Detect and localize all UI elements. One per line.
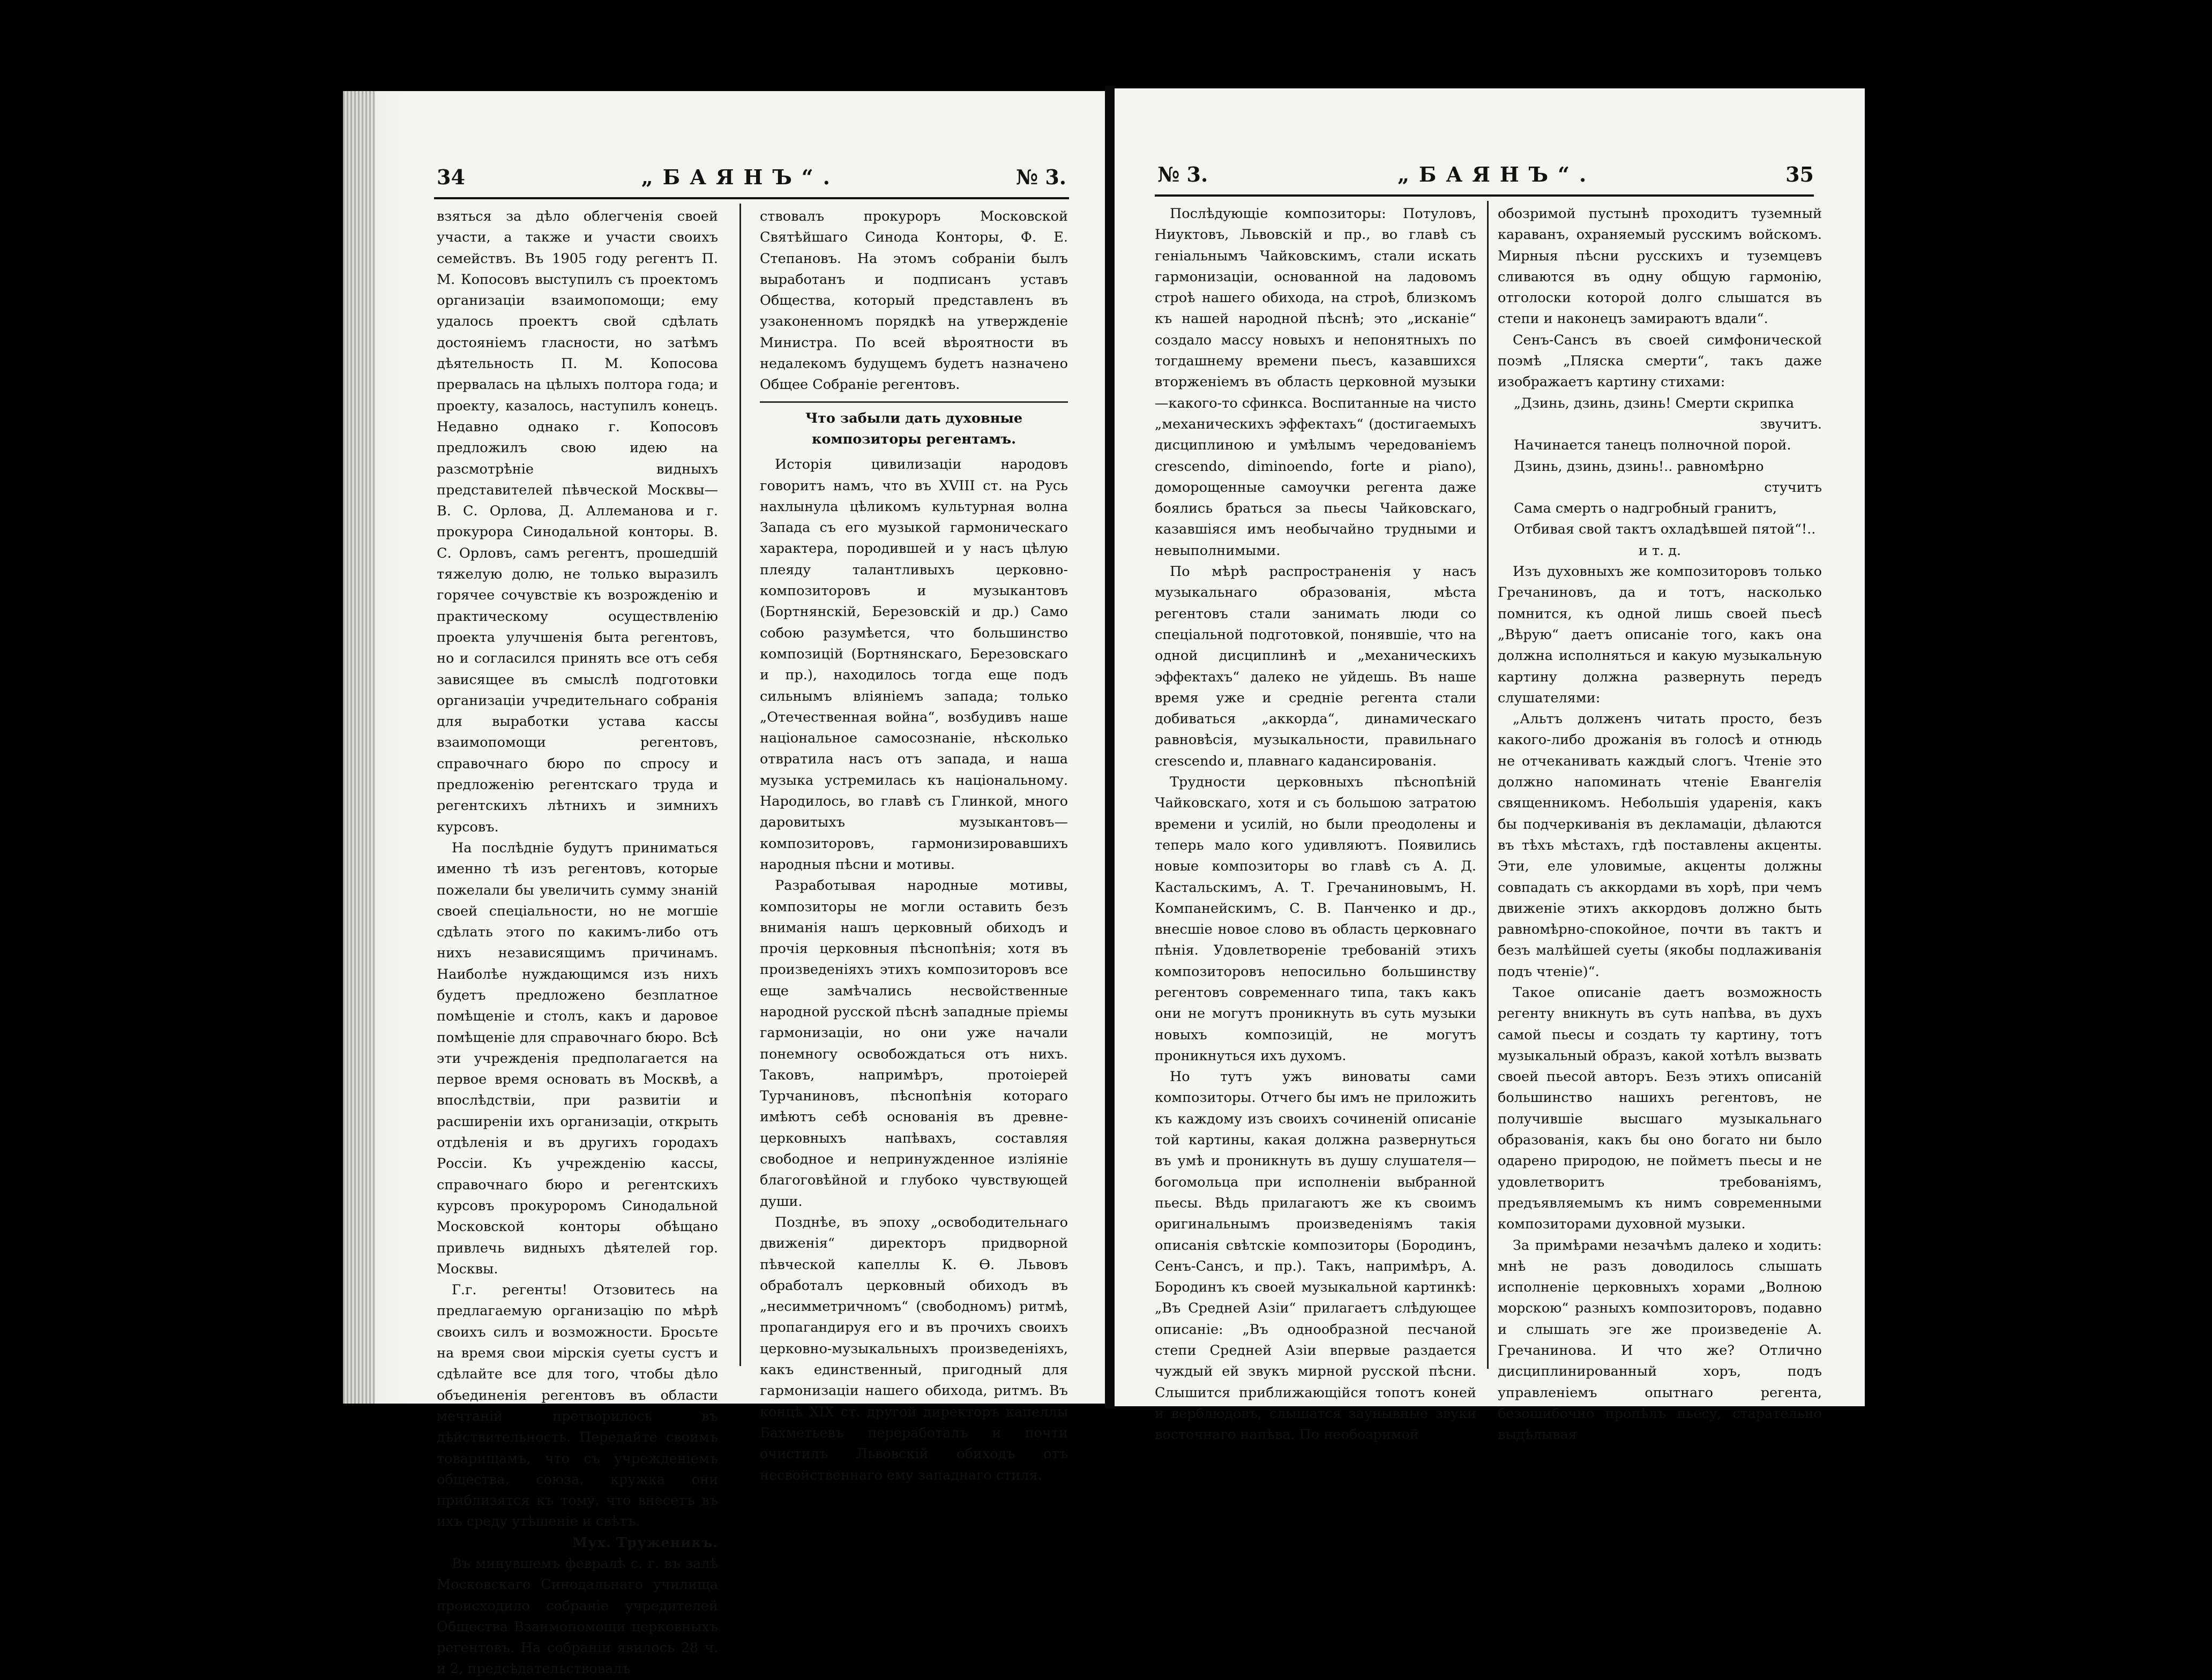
column-divider	[1487, 201, 1489, 1369]
left-column-1	[437, 206, 718, 1677]
paragraph: ствовалъ прокуроръ Московской Святѣйшаго Синода Конторы, Ф. Е. Степановъ. На этомъ собраніи былъ выработанъ и подписанъ уставъ Общества, который представленъ въ узаконенномъ порядкѣ на утвержденіе Министра. По всей вѣроятности въ недалекомъ будущемъ будетъ назначено Общее Собраніе регентовъ.	[760, 208, 1068, 393]
column-divider	[739, 204, 741, 1366]
issue-number: № 3.	[1015, 164, 1066, 189]
paragraph: обозримой пустынѣ проходитъ туземный караванъ, охраняемый русскимъ войскомъ. Мирныя пѣсни русскихъ и туземцевъ сливаются въ одну общую гармонію, отголоски которой долго слышатся въ степи и наконецъ замираютъ вдали“.	[1498, 206, 1822, 327]
verse-line: Сама смерть о надгробный гранитъ,	[1514, 500, 1777, 517]
paragraph: „Альтъ долженъ читать просто, безъ какого-либо дрожанія въ голосѣ и отнюдь не отчеканивать каждый слогъ. Чтеніе это должно напоминать чтеніе Евангелія священникомъ. Небольшія ударенія, какъ бы подчеркиванія въ декламаціи, дѣлаются въ тѣхъ мѣстахъ, гдѣ поставлены акценты. Эти, еле уловимые, акценты должны совпадать съ аккордами въ хорѣ, при чемъ движеніе этихъ аккордовъ должно быть равномѣрно-спокойное, почти въ тактъ и безъ малѣйшей суеты (якобы подлаживанія подъ чтеніе)“.	[1498, 711, 1822, 980]
journal-title: „БАЯНЪ“.	[1398, 162, 1596, 186]
right-page	[1115, 88, 1865, 1443]
article-title: Что забыли дать духовные композиторы регентамъ.	[805, 410, 1023, 447]
signature: Мух. Труженикъ.	[572, 1534, 718, 1551]
header-rule	[1155, 194, 1814, 197]
paragraph: Въ минувшемъ февралѣ с. г. въ залѣ Московскаго Синодальнаго училища происходило собраніе учредителей Общества Взаимопомощи церковныхъ регентовъ. На собраніи явилось 28 ч. и 2, предсѣдательствовалъ	[437, 1556, 718, 1677]
paragraph: Позднѣе, въ эпоху „освободительнаго движенія“ директоръ придворной пѣвческой капеллы К. Ѳ. Львовъ обработалъ церковный обиходъ въ „несимметричномъ“ (свободномъ) ритмѣ, пропагандируя его и въ прочихъ своихъ церковно-музыкальныхъ произведеніяхъ, какъ единственный, пригодный для гармонизаціи нашего обихода, ритмъ. Въ концѣ XIX ст. другой директоръ капеллы Бахметьевъ переработалъ и почти очистилъ Львовскій обиходъ отъ несвойственнаго ему западнаго стиля.	[760, 1214, 1068, 1483]
left-column-2	[760, 206, 1068, 1483]
paragraph: На послѣдніе будутъ приниматься именно тѣ изъ регентовъ, которые пожелали бы увеличить сумму знаній своей спеціальности, но не могшіе сдѣлать этого по какимъ-либо отъ нихъ независящимъ причинамъ. Наиболѣе нуждающимся изъ нихъ будетъ предложено безплатное помѣщеніе и столъ, какъ и даровое помѣщеніе для справочнаго бюро. Всѣ эти учрежденія предполагается на первое время основать въ Москвѣ, а впослѣдствіи, при развитіи и расширеніи ихъ организаціи, открыть отдѣленія и въ другихъ городахъ Россіи. Къ учрежденію кассы, справочнаго бюро и регентскихъ курсовъ прокуроромъ Синодальной Московской конторы обѣщано привлечь видныхъ дѣятелей гор. Москвы.	[437, 839, 718, 1277]
paragraph: взяться за дѣло облегченія своей участи, а также и участи своихъ семействъ. Въ 1905 году регентъ П. М. Копосовъ выступилъ съ проектомъ организаціи взаимопомощи; ему удалось проектъ свой сдѣлать достояніемъ гласности, но затѣмъ дѣятельность П. М. Копосова прервалась на цѣлыхъ полтора года; и проекту, казалось, наступилъ конецъ. Недавно однако г. Копосовъ предложилъ свою идею на разсмотрѣніе видныхъ представителей пѣвческой Москвы—В. С. Орлова, Д. Аллеманова и г. прокурора Синодальной конторы. В. С. Орловъ, самъ регентъ, прошедшій тяжелую долю, не только выразилъ горячее сочувствіе къ возрожденію и практическому осуществленію проекта улучшенія быта регентовъ, но и согласился принять все отъ себя зависящее въ смыслѣ подготовки организаціи учредительнаго собранія для выработки устава кассы взаимопомощи регентовъ, справочнаго бюро по спросу и предложенію регентскаго труда и регентскихъ лѣтнихъ и зимнихъ курсовъ.	[437, 208, 718, 835]
paragraph: Трудности церковныхъ пѣснопѣній Чайковскаго, хотя и съ большою затратою времени и усилій, но были преодолены и теперь мало кого удивляютъ. Появились новые композиторы во главѣ съ А. Д. Кастальскимъ, А. Т. Гречаниновымъ, Н. Компанейскимъ, С. В. Панченко и др., внесшіе новое слово въ область церковнаго пѣнія. Удовлетвореніе требованій этихъ композиторовъ непосильно большинству регентовъ современнаго типа, такъ какъ они не могутъ проникнуть въ суть музыки новыхъ композицій, не могутъ проникнуться ихъ духомъ.	[1155, 774, 1476, 1064]
paragraph: Но тутъ ужъ виноваты сами композиторы. Отчего бы имъ не приложить къ каждому изъ своихъ сочиненій описаніе той картины, какая должна развернуться въ умѣ и проникнуть въ душу слушателя—богомольца при исполненіи выбранной пьесы. Вѣдь прилагаютъ же къ своимъ оригинальнымъ произведеніямъ такія описанія свѣтскіе композиторы (Бородинъ, Сенъ-Сансъ, и пр.). Такъ, напримѣръ, А. Бородинъ къ своей музыкальной картинкѣ: „Въ Средней Азіи“ прилагаетъ слѣдующее описаніе: „Въ однообразной песчаной степи Средней Азіи впервые раздается чуждый ей звукъ мирной русской пѣсни. Слышится приближающійся топотъ коней и верблюдовъ, слышатся заунывные звуки восточнаго напѣва. По необозримой	[1155, 1069, 1476, 1443]
paragraph: Изъ духовныхъ же композиторовъ только Гречаниновъ, да и тотъ, насколько помнится, къ одной лишь своей пьесѣ „Вѣрую“ даетъ описаніе того, какъ она должна исполняться и какую музыкальную картину должна развернуть передъ слушателями:	[1498, 564, 1822, 706]
verse-line: звучитъ.	[1760, 416, 1822, 432]
left-page	[343, 91, 1107, 1677]
header-rule	[434, 197, 1069, 199]
paragraph: По мѣрѣ распространенія у насъ музыкальнаго образованія, мѣста регентовъ стали занимать люди со спеціальной подготовкой, понявшіе, что на одной дисциплинѣ и „механическихъ эффектахъ“ далеко не уйдешь. Въ наше время уже и средніе регента стали добиваться „аккорда“, динамическаго равновѣсія, музыкальности, правильнаго crescendo и, плавнаго кадансированія.	[1155, 564, 1476, 769]
right-page-header	[1157, 155, 1814, 193]
verse-line: Начинается танецъ полночной порой.	[1514, 437, 1791, 454]
left-page-header	[437, 158, 1066, 196]
paragraph: За примѣрами незачѣмъ далеко и ходить: мнѣ не разъ доводилось слышать исполненіе церковныхъ хорами „Волною морскою“ разныхъ композиторовъ, подавно и слышать эге же произведеніе А. Гречанинова. И что же? Отлично дисциплинированный хоръ, подъ управленіемъ опытнаго регента, безошибочно пропѣлъ пьесу, старательно выдѣлывая	[1498, 1237, 1822, 1443]
verse-line: стучитъ	[1764, 479, 1822, 496]
paragraph: Г.г. регенты! Отзовитесь на предлагаемую организацію по мѣрѣ своихъ силъ и возможности. Бросьте на время свои мірскія суеты сустъ и сдѣлайте все для того, чтобы дѣло объединенія регентовъ въ области мечтаній претворилось въ дѣйствительность. Передайте своимъ товарищамъ, что съ учрежденіемъ общества, союза, кружка они приблизятся къ тому, что внесетъ въ ихъ среду утѣшеніе и свѣтъ.	[437, 1282, 718, 1530]
journal-title: „БАЯНЪ“.	[641, 164, 840, 189]
issue-number: № 3.	[1157, 162, 1208, 186]
right-column-2	[1498, 204, 1822, 1443]
paragraph: Разработывая народные мотивы, композиторы не могли оставить безъ вниманія нашъ церковный обиходъ и прочія церковныя пѣснопѣнія; хотя въ произведеніяхъ этихъ композиторовъ все еще замѣчались несвойственные народной русской пѣснѣ западные пріемы гармонизаціи, но они уже начали понемногу освобождаться отъ нихъ. Таковъ, напримѣръ, протоіерей Турчаниновъ, пѣснопѣнія котораго имѣютъ себѣ основанія въ древне-церковныхъ напѣвахъ, составляя свободное и непринужденное изліяніе благоговѣйной и глубоко чувствующей души.	[760, 878, 1068, 1210]
verse-line: Дзинь, дзинь, дзинь!.. равномѣрно	[1514, 458, 1764, 475]
right-column-1	[1155, 204, 1476, 1443]
paragraph: Сенъ-Сансъ въ своей симфонической поэмѣ „Пляска смерти“, такъ даже изображаетъ картину стихами:	[1498, 332, 1822, 391]
paragraph: Исторія цивилизаціи народовъ говоритъ намъ, что въ XVIII ст. на Русь нахлынула цѣликомъ культурная волна Запада съ его музыкой гармоническаго характера, породившей и у насъ цѣлую плеяду талантливыхъ церковно-композиторовъ и музыкантовъ (Бортнянскій, Березовскій и др.) Само собою разумѣется, что большинство композицій (Бортнянскаго, Березовскаго и пр.), находилось тогда еще подъ сильнымъ вліяніемъ запада; только „Отечественная война“, возбудивъ наше національное самосознаніе, нѣсколько отвратила насъ отъ запада, и наша музыка устремилась къ національному. Народилось, во главѣ съ Глинкой, много даровитыхъ музыкантовъ—композиторовъ, гармонизировавшихъ народныя пѣсни и мотивы.	[760, 456, 1068, 873]
verse-line: „Дзинь, дзинь, дзинь! Смерти скрипка	[1514, 395, 1795, 411]
book-binding	[343, 91, 375, 1404]
page-gutter	[1105, 86, 1116, 1409]
section-separator	[760, 401, 1068, 403]
page-number: 34	[437, 164, 465, 189]
verse-line: и т. д.	[1638, 542, 1682, 559]
paragraph: Такое описаніе даетъ возможность регенту вникнуть въ суть напѣва, въ духъ самой пьесы и создать ту картину, тотъ музыкальный образъ, какой хотѣлъ вызвать своей пьесой авторъ. Безъ этихъ описаній большинство нашихъ регентовъ, не получившіе высшаго музыкальнаго образованія, какъ бы оно богато ни было одарено природою, не пойметъ пьесы и не удовлетворитъ требованіямъ, предъявляемымъ къ нимъ современными композиторами духовной музыки.	[1498, 984, 1822, 1233]
paragraph: Послѣдующіе композиторы: Потуловъ, Ниуктовъ, Львовскій и пр., во главѣ съ геніальнымъ Чайковскимъ, стали искать гармонизаціи, основанной на ладовомъ строѣ нашего обихода, на строѣ, близкомъ къ нашей народной пѣснѣ; это „исканіе“ создало массу новыхъ и непонятныхъ по тогдашнему времени пьесъ, казавшихся вторженіемъ въ область церковной музыки—какого-то сфинкса. Воспитанные на чисто „механическихъ эффектахъ“ (достигаемыхъ дисциплиною и умѣлымъ чередованіемъ crescendo, diminoendo, forte и piano), доморощенные самоучки регента даже боялись браться за пьесы Чайковскаго, казавшіяся имъ необычайно трудными и невыполнимыми.	[1155, 206, 1476, 559]
verse-line: Отбивая свой тактъ охладѣвшей пятой“!..	[1514, 521, 1816, 538]
page-number: 35	[1785, 162, 1814, 186]
